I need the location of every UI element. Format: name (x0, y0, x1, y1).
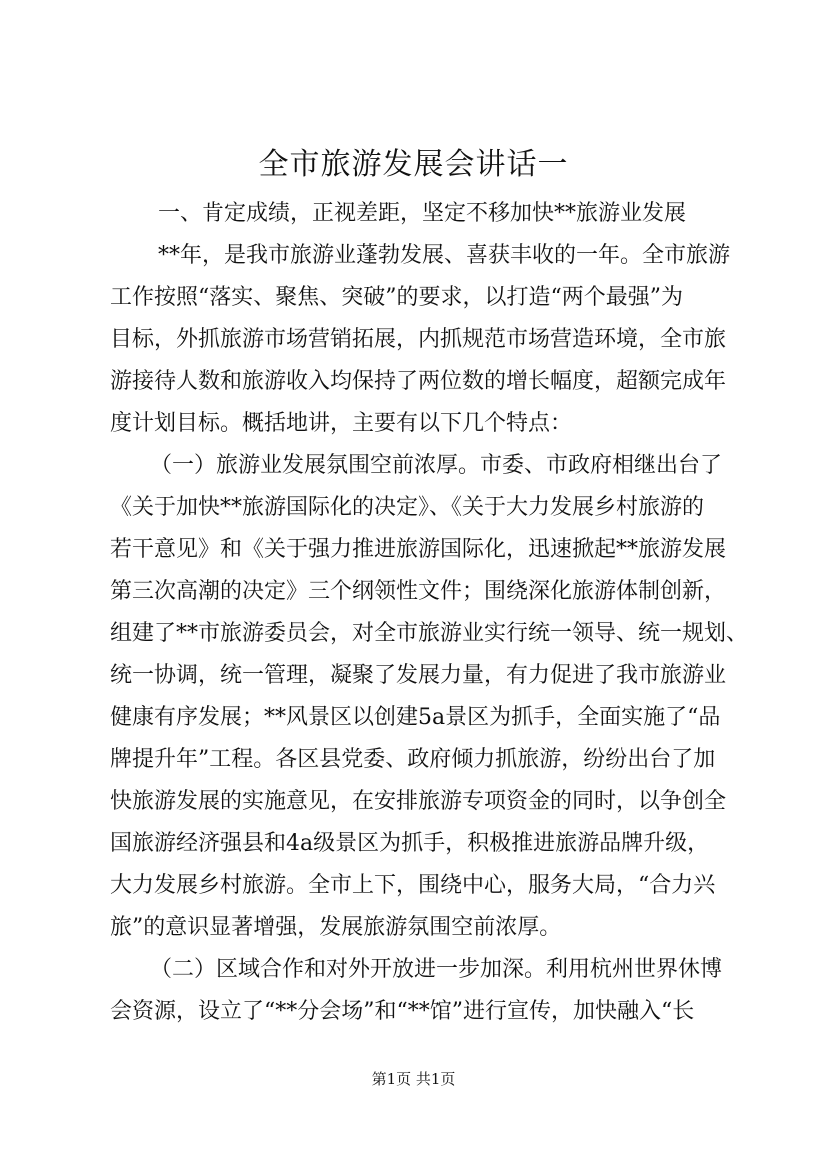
page-footer: 第1页 共1页 (371, 1070, 456, 1088)
paragraph-line: 快旅游发展的实施意见，在安排旅游专项资金的同时，以争创全 (110, 789, 727, 814)
paragraph-line: 《关于加快**旅游国际化的决定》、《关于大力发展乡村旅游的 (110, 495, 705, 520)
paragraph-line: 健康有序发展；**风景区以创建5a景区为抓手，全面实施了“品 (110, 705, 721, 730)
paragraph-line: 国旅游经济强县和4a级景区为抓手，积极推进旅游品牌升级， (110, 831, 710, 856)
paragraph-line: 统一协调，统一管理，凝聚了发展力量，有力促进了我市旅游业 (110, 663, 727, 688)
paragraph-line: 若干意见》和《关于强力推进旅游国际化，迅速掀起**旅游发展 (110, 537, 727, 562)
paragraph-line: 工作按照“落实、聚焦、突破”的要求，以打造“两个最强”为 (110, 285, 683, 310)
paragraph-line: **年，是我市旅游业蓬勃发展、喜获丰收的一年。全市旅游 (158, 243, 731, 268)
paragraph-line: 度计划目标。概括地讲，主要有以下几个特点： (110, 411, 573, 436)
paragraph-line: 牌提升年”工程。各区县党委、政府倾力抓旅游，纷纷出台了加 (110, 747, 716, 772)
paragraph-line: 组建了**市旅游委员会，对全市旅游业实行统一领导、统一规划、 (110, 621, 749, 646)
paragraph-line: （一）旅游业发展氛围空前浓厚。市委、市政府相继出台了 (150, 453, 723, 478)
paragraph-line: （二）区域合作和对外开放进一步加深。利用杭州世界休博 (150, 957, 723, 982)
document-title: 全市旅游发展会讲话一 (258, 147, 569, 182)
paragraph-line: 游接待人数和旅游收入均保持了两位数的增长幅度，超额完成年 (110, 369, 727, 394)
paragraph-line: 大力发展乡村旅游。全市上下，围绕中心，服务大局，“合力兴 (110, 873, 716, 898)
paragraph-line: 目标，外抓旅游市场营销拓展，内抓规范市场营造环境，全市旅 (110, 327, 727, 352)
paragraph-line: 第三次高潮的决定》三个纲领性文件；围绕深化旅游体制创新， (110, 579, 727, 604)
section-heading: 一、肯定成绩，正视差距，坚定不移加快**旅游业发展 (158, 201, 687, 226)
paragraph-line: 会资源，设立了“**分会场”和“**馆”进行宣传，加快融入“长 (110, 999, 695, 1024)
paragraph-line: 旅”的意识显著增强，发展旅游氛围空前浓厚。 (110, 915, 562, 940)
